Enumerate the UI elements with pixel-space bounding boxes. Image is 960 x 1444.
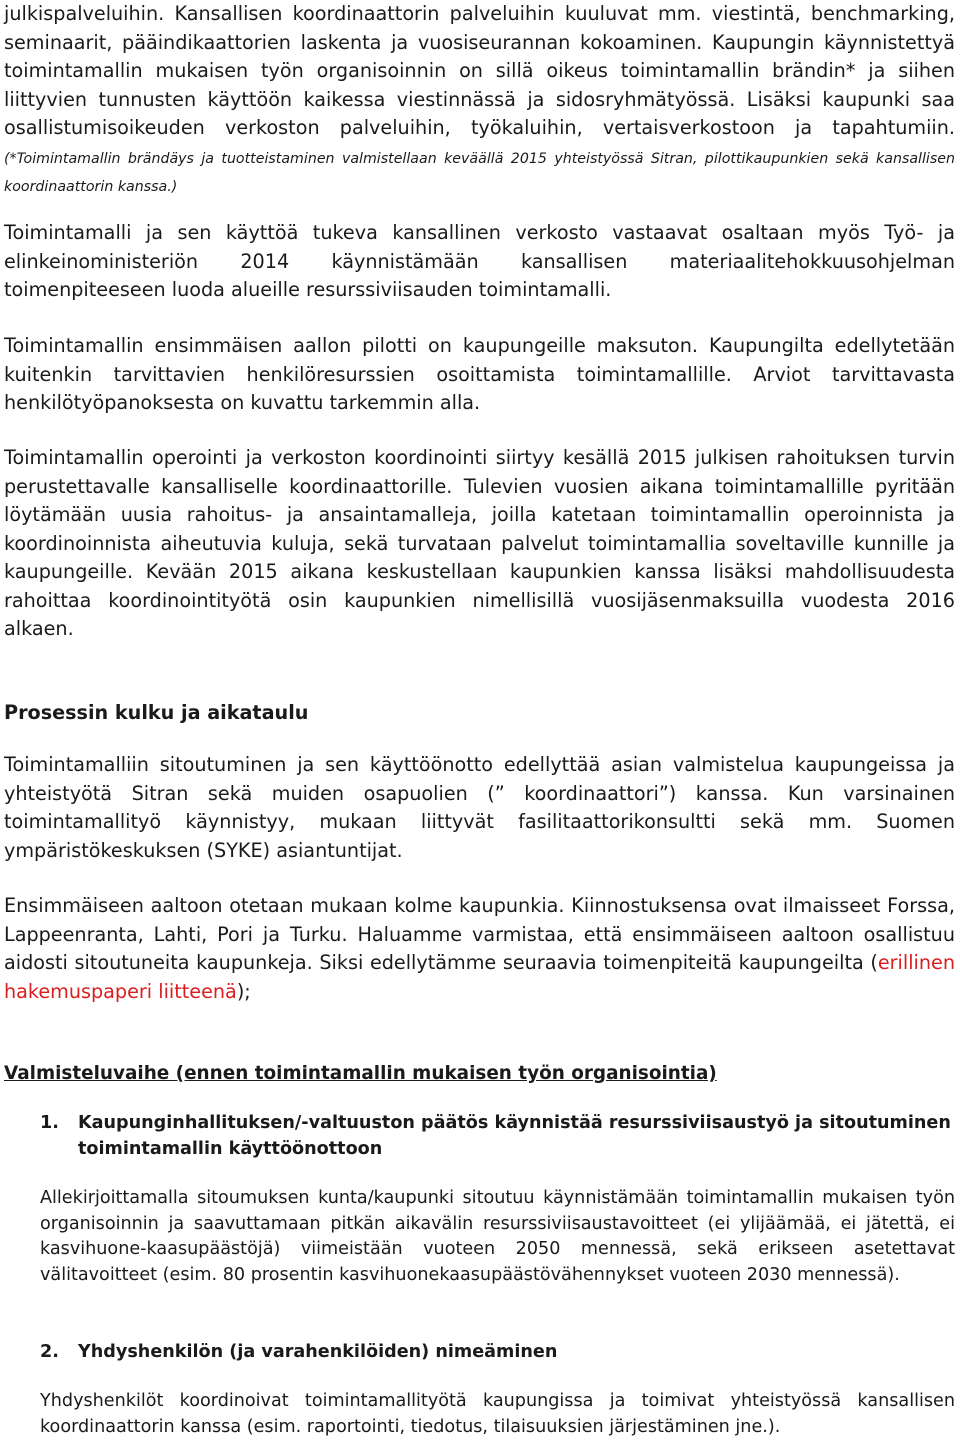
list-item-heading: [40, 1339, 955, 1365]
section-heading: Prosessin kulku ja aikataulu: [4, 701, 309, 724]
subsection-heading: Valmisteluvaihe (ennen toimintamallin mukaisen työn organisointia): [4, 1063, 717, 1084]
paragraph-commitment: Toimintamalliin sitoutuminen ja sen käyttöönotto edellyttää asian valmistelua kaupungeissa ja yhteistyötä Sitran sekä muiden osapuolien (” koordinaattori”) kanssa. Kun varsinainen toimintamallityö käynnistyy, mukaan liittyvät fasilitaattorikonsultti sekä mm. Suomen ympäristökeskuksen (SYKE) asiantuntijat.: [4, 753, 955, 862]
list-item-number: 1.: [40, 1113, 59, 1133]
application-paper-note: erillinen hakemuspaperi liitteenä: [4, 951, 955, 1003]
list-item-title: Kaupunginhallituksen/-valtuuston päätös käynnistää resurssiviisaustyö ja sitoutuminen toimintamallin käyttöönottoon: [78, 1113, 951, 1159]
intro-text: julkispalveluihin. Kansallisen koordinaattorin palveluihin kuuluvat mm. viestintä, benchmarking, seminaarit, pääindikaattorien laskenta ja vuosiseurannan kokoaminen. Kaupungin käynnistettyä toimintamallin mukaisen työn organisoinnin on sillä oikeus toimintamallin brändin* ja siihen liittyvien tunnusten käyttöön kaikessa viestinnässä ja sidosryhmätyössä. Lisäksi kaupunki saa osallistumisoikeuden verkoston palveluihin, työkaluihin, vertaisverkostoon ja tapahtumiin.: [4, 2, 955, 139]
paragraph-operation: Toimintamallin operointi ja verkoston koordinointi siirtyy kesällä 2015 julkisen rahoituksen turvin perustettavalle kansalliselle koordinaattorille. Tulevien vuosien aikana toimintamallille pyritään löytämään uusia rahoitus- ja ansaintamalleja, joilla katetaan toimintamallin operoinnista ja koordinoinnista aiheutuvia kuluja, sekä turvataan palvelut toimintamallia soveltaville kunnille ja kaupungeille. Kevään 2015 aikana keskustellaan kaupunkien kanssa lisäksi mahdollisuudesta rahoittaa koordinointityötä osin kaupunkien nimellisillä vuosijäsenmaksuilla vuodesta 2016 alkaen.: [4, 446, 955, 640]
first-wave-end: );: [236, 979, 251, 1003]
list-item-heading: [40, 1110, 955, 1162]
brand-footnote: (*Toimintamallin brändäys ja tuotteistaminen valmistellaan keväällä 2015 yhteistyössä Sitran, pilottikaupunkien sekä kansallisen koordinaattorin kanssa.): [4, 150, 955, 195]
intro-paragraph: [4, 0, 955, 200]
list-item-text: Yhdyshenkilöt koordinoivat toimintamallityötä kaupungissa ja toimivat yhteistyössä kansallisen koordinaattorin kanssa (esim. raportointi, tiedotus, tilaisuuksien järjestäminen jne.).: [40, 1391, 955, 1437]
list-item-text: Allekirjoittamalla sitoumuksen kunta/kaupunki sitoutuu käynnistämään toimintamallin mukaisen työn organisoinnin ja saavuttamaan pitkän aikavälin resurssiviisaustavoitteet (ei ylijäämää, ei jätettä, ei kasvihuone-kaasupäästöjä) viimeistään vuoteen 2050 mennessä, sekä erikseen asetettavat välitavoitteet (esim. 80 prosentin kasvihuonekaasupäästövähennykset vuoteen 2030 mennessä).: [40, 1188, 955, 1285]
list-item: [40, 1110, 955, 1288]
list-item-title: Yhdyshenkilön (ja varahenkilöiden) nimeäminen: [78, 1342, 558, 1362]
first-wave-text: Ensimmäiseen aaltoon otetaan mukaan kolme kaupunkia. Kiinnostuksensa ovat ilmaisseet Forssa, Lappeenranta, Lahti, Pori ja Turku. Haluamme varmistaa, että ensimmäiseen aaltoon osallistuu aidosti sitoutuneita kaupunkeja. Siksi edellytämme seuraavia toimenpiteitä kaupungeilta (: [4, 894, 955, 974]
paragraph-ministry: Toimintamalli ja sen käyttöä tukeva kansallinen verkosto vastaavat osaltaan myös Työ- ja elinkeinoministeriön 2014 käynnistämään kansallisen materiaalitehokkuusohjelman toimenpiteeseen luoda alueille resurssiviisauden toimintamalli.: [4, 221, 955, 301]
paragraph-first-wave: [4, 892, 955, 1006]
paragraph-pilot-cost: Toimintamallin ensimmäisen aallon pilotti on kaupungeille maksuton. Kaupungilta edellytetään kuitenkin tarvittavien henkilöresurssien osoittamista toimintamallille. Arviot tarvittavasta henkilötyöpanoksesta on kuvattu tarkemmin alla.: [4, 334, 955, 414]
list-item: [40, 1339, 955, 1440]
list-item-number: 2.: [40, 1342, 59, 1362]
